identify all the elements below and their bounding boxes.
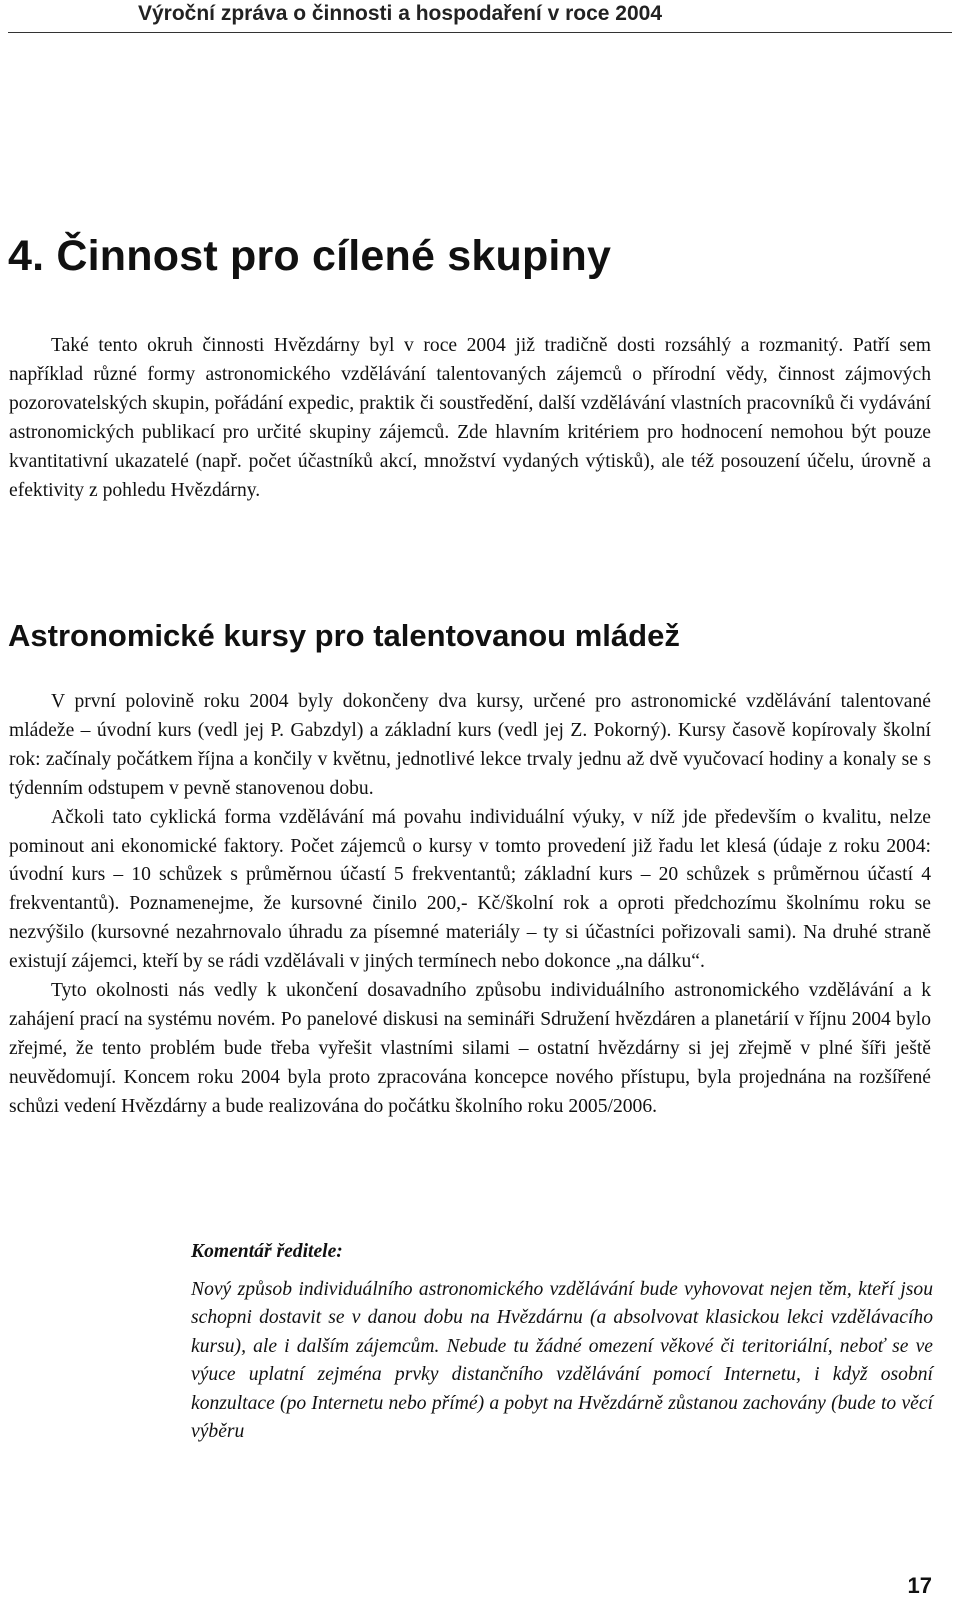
director-comment-heading: Komentář ředitele:	[191, 1241, 343, 1262]
section-title: Astronomické kursy pro talentovanou mládež	[8, 618, 680, 653]
section-paragraph-1: V první polovině roku 2004 byly dokončeny dva kursy, určené pro astronomické vzdělávání talentované mládeže – úvodní kurs (vedl jej P. Gabzdyl) a základní kurs (vedl jej Z. Pokorný). Kursy časově kopírovaly školní rok: začínaly počátkem října a končily v květnu, jednotlivé lekce trvaly jednu až dvě vyučovací hodiny a konaly se s týdenním odstupem v pevně stanovenou dobu.	[9, 691, 931, 799]
chapter-intro	[9, 332, 931, 505]
section-paragraph-3: Tyto okolnosti nás vedly k ukončení dosavadního způsobu individuálního astronomického vzdělávání a k zahájení prací na systému novém. Po panelové diskusi na semináři Sdružení hvězdáren a planetárií v říjnu 2004 bylo zřejmé, že tento problém bude třeba vyřešit vlastními silami – ostatní hvězdárny si jej zřejmě v plné šíři ještě neuvědomují. Koncem roku 2004 byla proto zpracována koncepce nového přístupu, byla projednána na rozšířené schůzi vedení Hvězdárny a bude realizována do počátku školního roku 2005/2006.	[9, 980, 931, 1117]
header-title: Výroční zpráva o činnosti a hospodaření v roce 2004	[137, 2, 662, 25]
page-header	[0, 0, 960, 33]
page-number: 17	[907, 1573, 932, 1598]
section-body	[9, 688, 931, 1122]
intro-paragraph: Také tento okruh činnosti Hvězdárny byl v roce 2004 již tradičně dosti rozsáhlý a rozmanitý. Patří sem například různé formy astronomického vzdělávání talentovaných zájemců o přírodní vědy, činnost zájmových pozorovatelských skupin, pořádání expedic, praktik či soustředění, další vzdělávání vlastních pracovníků či vydávání astronomických publikací pro určité skupiny zájemců. Zde hlavním kritériem pro hodnocení nemohou být pouze kvantitativní ukazatelé (např. počet účastníků akcí, množství vydaných výtisků), ale též posouzení účelu, úrovně a efektivity z pohledu Hvězdárny.	[9, 335, 931, 501]
director-comment-body: Nový způsob individuálního astronomického vzdělávání bude vyhovovat nejen těm, kteří jsou schopni dostavit se v danou dobu na Hvězdárnu (a absolvovat klasickou lekci vzdělávacího kursu), ale i dalším zájemcům. Nebude tu žádné omezení věkové či teritoriální, neboť se ve výuce uplatní zejména prvky distančního vzdělávání pomocí Internetu, i když osobní konzultace (po Internetu nebo přímé) a pobyt na Hvězdárně zůstanou zachovány (bude to věcí výběru	[191, 1279, 933, 1443]
header-divider	[8, 32, 952, 33]
section-paragraph-2: Ačkoli tato cyklická forma vzdělávání má povahu individuální výuky, v níž jde především o kvalitu, nelze pominout ani ekonomické faktory. Počet zájemců o kursy v tomto provedení již řadu let klesá (údaje z roku 2004: úvodní kurs – 10 schůzek s průměrnou účastí 5 frekventantů; základní kurs – 20 schůzek s průměrnou účastí 4 frekventantů). Poznamenejme, že kursovné činilo 200,- Kč/školní rok a oproti předchozímu školnímu roku se nezvýšilo (kursovné nezahrnovalo úhradu za písemné materiály – ty si účastníci pořizovali sami). Na druhé straně existují zájemci, kteří by se rádi vzdělávali v jiných termínech nebo dokonce „na dálku“.	[9, 806, 931, 973]
chapter-title: 4. Činnost pro cílené skupiny	[8, 232, 612, 280]
